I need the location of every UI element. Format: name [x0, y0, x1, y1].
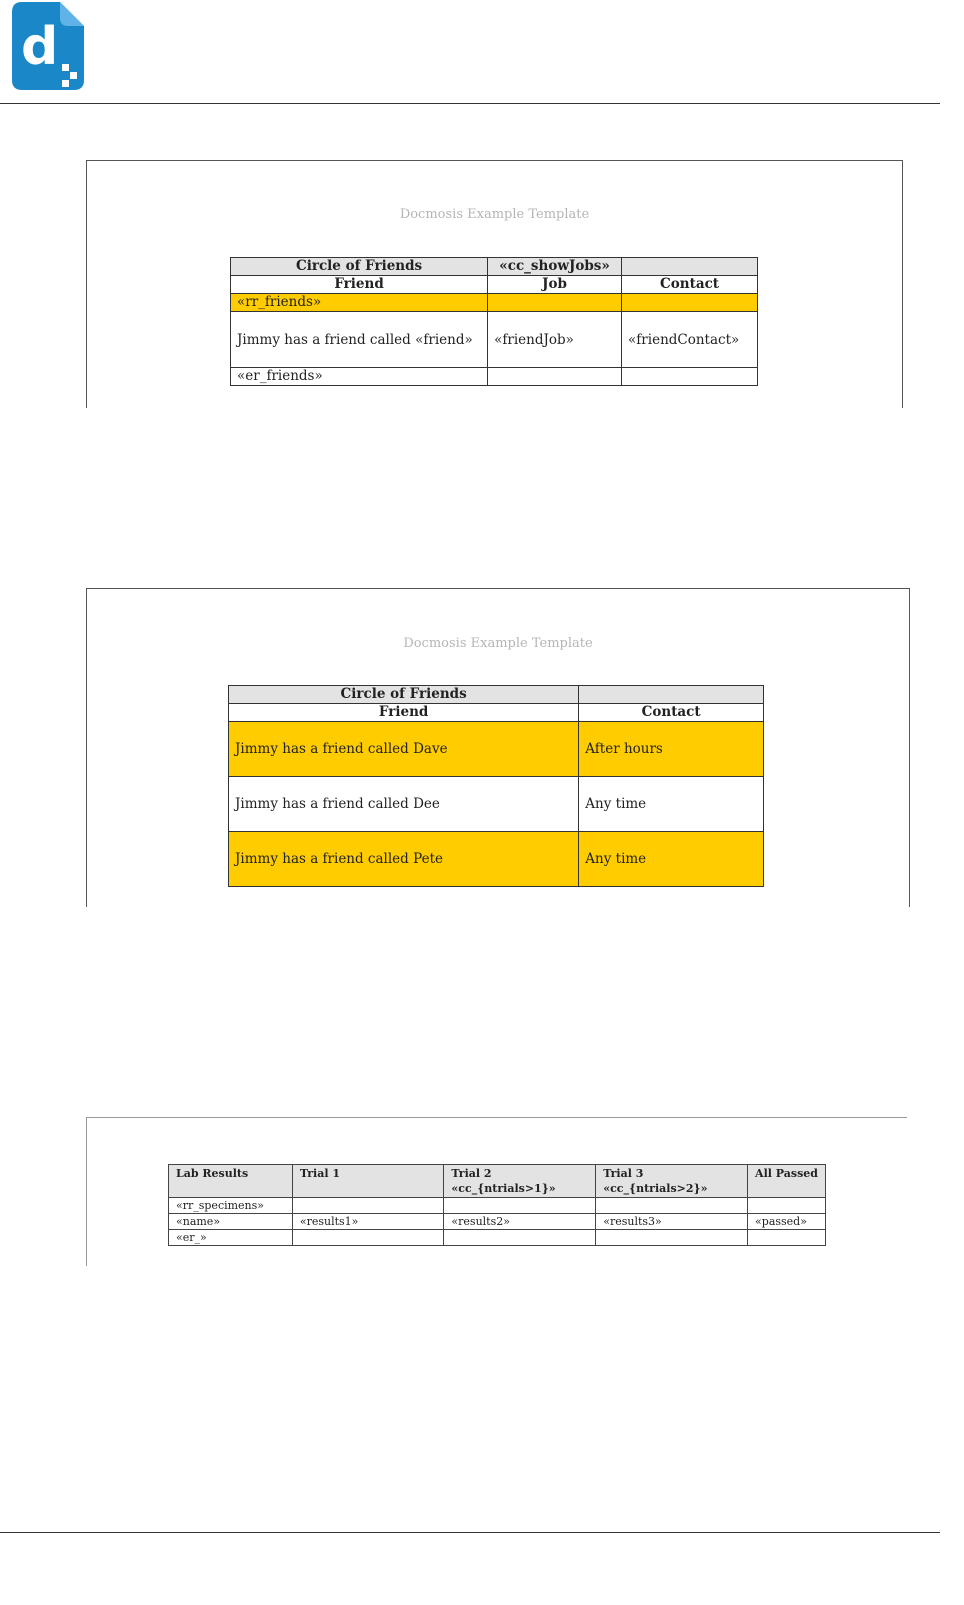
- table-row: [231, 312, 758, 368]
- header-cell: Contact: [622, 276, 758, 294]
- table-cell: «passed»: [748, 1214, 826, 1230]
- table-row: [169, 1230, 826, 1246]
- table-cell: [444, 1198, 596, 1214]
- header-cell: [169, 1165, 293, 1198]
- template-title: Docmosis Example Template: [399, 207, 590, 222]
- header-line: Lab Results: [176, 1167, 249, 1180]
- table-cell: «friendJob»: [488, 312, 622, 368]
- table-cell: «results2»: [444, 1214, 596, 1230]
- lab-results-template-table: [168, 1164, 826, 1246]
- template-frame-2: [86, 588, 910, 907]
- header-rule: [0, 103, 940, 104]
- circle-of-friends-template-table: [230, 257, 758, 386]
- circle-of-friends-output-table: [228, 685, 764, 887]
- header-cell: [596, 1165, 748, 1198]
- header-cell: [444, 1165, 596, 1198]
- table-cell: Jimmy has a friend called «friend»: [231, 312, 488, 368]
- table-cell: «results3»: [596, 1214, 748, 1230]
- table-cell: [292, 1230, 444, 1246]
- table-cell: Any time: [579, 777, 764, 832]
- table-cell: Jimmy has a friend called Dee: [229, 777, 579, 832]
- header-cell: Friend: [231, 276, 488, 294]
- table-cell: [292, 1198, 444, 1214]
- table-row: [229, 777, 764, 832]
- header-cell: [748, 1165, 826, 1198]
- table-cell: [748, 1230, 826, 1246]
- table-row: [169, 1198, 826, 1214]
- table-cell: [622, 368, 758, 386]
- table-cell: [444, 1230, 596, 1246]
- header-cell: [579, 686, 764, 704]
- template-title: Docmosis Example Template: [403, 636, 593, 651]
- footer-rule: [0, 1532, 940, 1533]
- header-cell: Contact: [579, 704, 764, 722]
- table-row: [231, 368, 758, 386]
- table-cell: After hours: [579, 722, 764, 777]
- table-cell: [622, 294, 758, 312]
- header-cell: «cc_showJobs»: [488, 258, 622, 276]
- header-line: All Passed: [755, 1167, 818, 1180]
- table-cell: Jimmy has a friend called Dave: [229, 722, 579, 777]
- header-cell: Circle of Friends: [229, 686, 579, 704]
- table-cell: [488, 368, 622, 386]
- table-header-row: [229, 704, 764, 722]
- table-cell: [748, 1198, 826, 1214]
- table-cell: «name»: [169, 1214, 293, 1230]
- header-cell: Friend: [229, 704, 579, 722]
- table-row: [231, 294, 758, 312]
- table-cell: «rr_specimens»: [169, 1198, 293, 1214]
- docmosis-logo-icon: [8, 0, 86, 92]
- svg-text:d: d: [21, 17, 59, 77]
- table-row: [229, 832, 764, 887]
- table-header-row: [231, 276, 758, 294]
- header-line: Trial 1: [299, 1167, 341, 1180]
- table-cell: «er_»: [169, 1230, 293, 1246]
- table-cell: [488, 294, 622, 312]
- table-header-row: [169, 1165, 826, 1198]
- template-frame-1: [86, 160, 903, 408]
- table-row: [169, 1214, 826, 1230]
- template-frame-3: [86, 1117, 907, 1266]
- table-header-row: [231, 258, 758, 276]
- table-row: [229, 722, 764, 777]
- table-header-row: [229, 686, 764, 704]
- table-cell: Any time: [579, 832, 764, 887]
- table-cell: [596, 1230, 748, 1246]
- table-cell: «friendContact»: [622, 312, 758, 368]
- header-line: «cc_{ntrials>1}»: [451, 1182, 556, 1195]
- header-line: Trial 3: [603, 1167, 644, 1180]
- header-cell: [622, 258, 758, 276]
- table-cell: Jimmy has a friend called Pete: [229, 832, 579, 887]
- table-cell: «results1»: [292, 1214, 444, 1230]
- table-cell: «rr_friends»: [231, 294, 488, 312]
- table-cell: [596, 1198, 748, 1214]
- header-cell: Job: [488, 276, 622, 294]
- header-line: Trial 2: [451, 1167, 492, 1180]
- header-line: «cc_{ntrials>2}»: [603, 1182, 708, 1195]
- table-cell: «er_friends»: [231, 368, 488, 386]
- header-cell: Circle of Friends: [231, 258, 488, 276]
- header-cell: [292, 1165, 444, 1198]
